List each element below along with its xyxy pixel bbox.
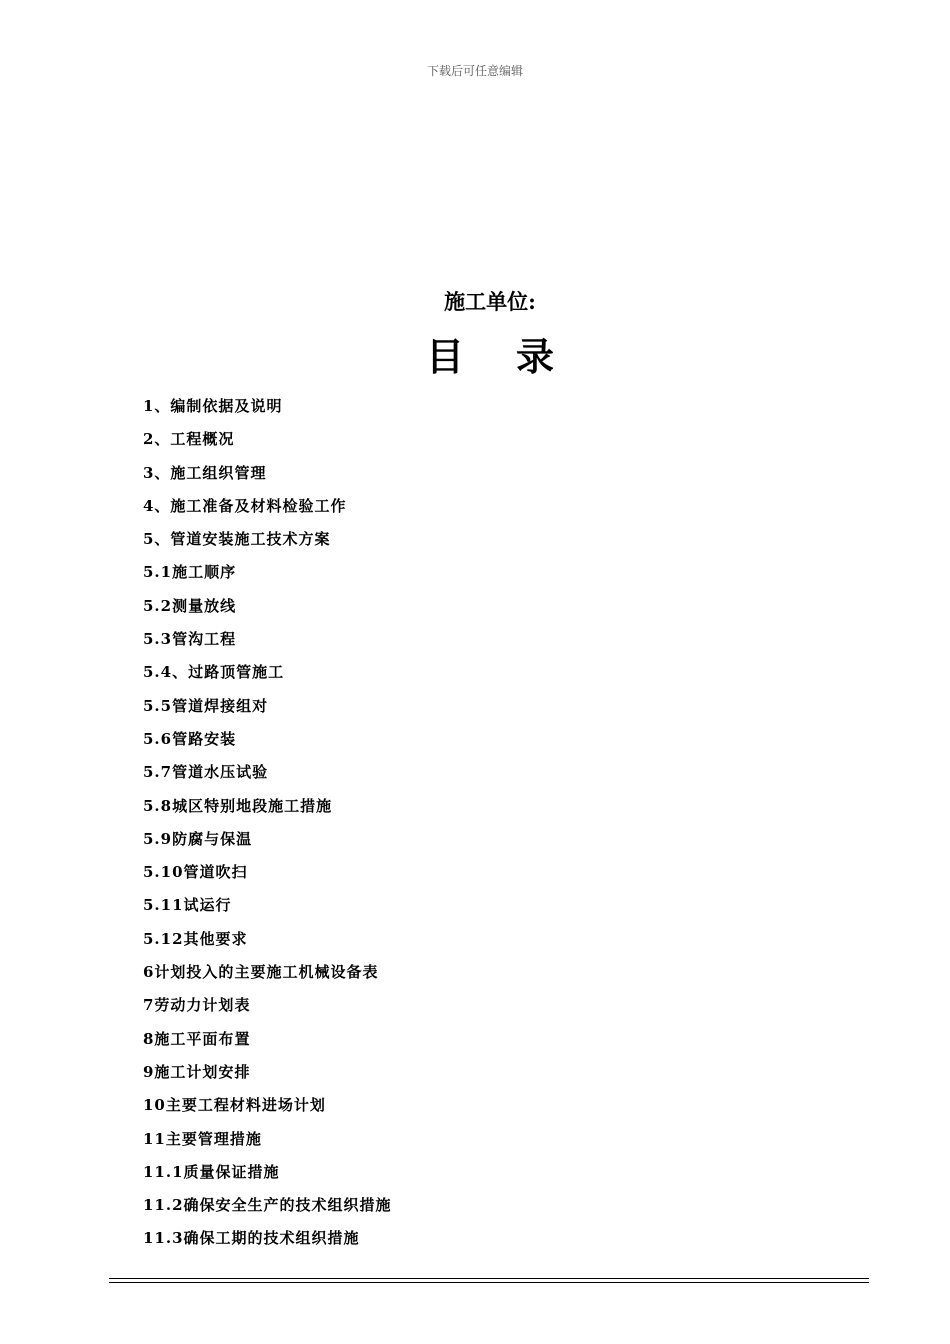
toc-item: 10主要工程材料进场计划 (143, 1096, 326, 1115)
toc-item: 5.7管道水压试验 (143, 763, 269, 782)
construction-unit-label: 施工单位: (444, 289, 536, 314)
toc-item: 5.8城区特别地段施工措施 (143, 796, 333, 815)
toc-item: 5.4、过路顶管施工 (143, 663, 285, 682)
toc-item: 5.9防腐与保温 (143, 829, 253, 848)
footer-rule (109, 1278, 869, 1283)
toc-item: 11.1质量保证措施 (143, 1162, 280, 1181)
toc-item: 4、施工准备及材料检验工作 (143, 496, 347, 515)
toc-item: 8施工平面布置 (143, 1029, 251, 1048)
toc-item: 7劳动力计划表 (143, 996, 251, 1015)
toc-item: 5.11试运行 (143, 896, 232, 915)
toc-item: 6计划投入的主要施工机械设备表 (143, 963, 379, 982)
header-note: 下载后可任意编辑 (426, 64, 523, 78)
toc-item: 5.5管道焊接组对 (143, 696, 269, 715)
toc-item: 11.3确保工期的技术组织措施 (143, 1229, 360, 1248)
toc-title: 目录 (426, 334, 607, 379)
toc-item: 5.3管沟工程 (143, 630, 237, 649)
toc-item: 1、编制依据及说明 (143, 397, 283, 415)
toc-item: 3、施工组织管理 (143, 463, 267, 482)
toc-item: 5.6管路安装 (143, 729, 237, 748)
toc-item: 9施工计划安排 (143, 1062, 251, 1081)
toc-item: 5.10管道吹扫 (143, 863, 248, 882)
toc-list (143, 393, 392, 1259)
toc-item: 5.12其他要求 (143, 929, 248, 948)
toc-item: 11.2确保安全生产的技术组织措施 (143, 1196, 392, 1215)
toc-item: 2、工程概况 (143, 430, 235, 449)
toc-item: 5、管道安装施工技术方案 (143, 530, 331, 549)
toc-item: 11主要管理措施 (143, 1129, 262, 1148)
toc-item: 5.1施工顺序 (143, 563, 237, 582)
toc-item: 5.2测量放线 (143, 596, 237, 615)
